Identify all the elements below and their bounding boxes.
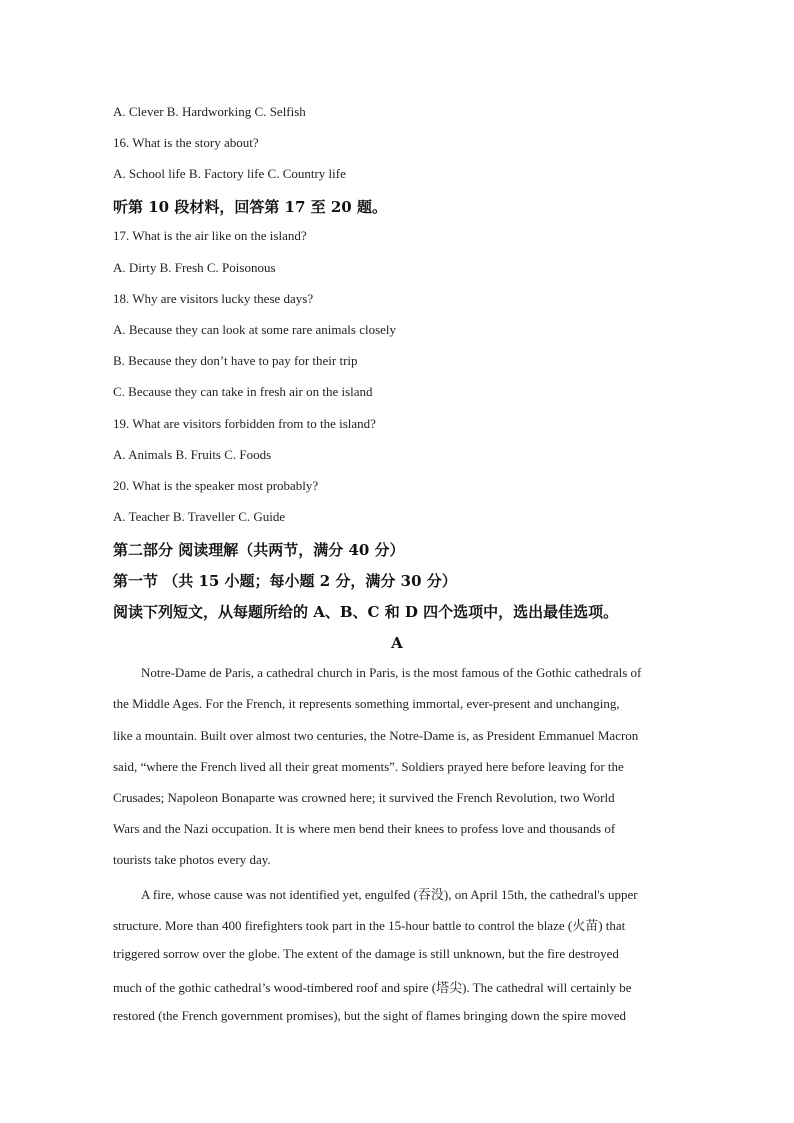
- passage-p1-line: Notre-Dame de Paris, a cathedral church in Paris, is the most famous of the Gothic cathedrals of: [141, 665, 642, 680]
- part-two-heading: 第二部分 阅读理解（共两节，满分 40 分）: [113, 541, 405, 559]
- section-10-heading: 听第 10 段材料，回答第 17 至 20 题。: [113, 198, 387, 216]
- passage-p2-line: restored (the French government promises), but the sight of flames bringing down the spire moved: [113, 1008, 627, 1023]
- passage-label: A: [391, 634, 403, 652]
- q17-options: A. Dirty B. Fresh C. Poisonous: [113, 260, 276, 275]
- question-17: 17. What is the air like on the island?: [113, 228, 307, 243]
- passage-p1-line: Crusades; Napoleon Bonaparte was crowned here; it survived the French Revolution, two World: [113, 790, 615, 805]
- passage-p1-line: said, “where the French lived all their great moments”. Soldiers prayed here before leaving for the: [113, 759, 624, 774]
- passage-p1-line: like a mountain. Built over almost two centuries, the Notre-Dame is, as President Emmanuel Macron: [113, 728, 639, 743]
- q20-options: A. Teacher B. Traveller C. Guide: [113, 509, 286, 524]
- passage-p1-line: the Middle Ages. For the French, it represents something immortal, ever-present and unchanging,: [113, 696, 620, 711]
- q15-options: A. Clever B. Hardworking C. Selfish: [113, 104, 306, 119]
- q19-options: A. Animals B. Fruits C. Foods: [113, 447, 272, 462]
- section-one-heading: 第一节 （共 15 小题；每小题 2 分，满分 30 分）: [113, 572, 457, 590]
- question-19: 19. What are visitors forbidden from to the island?: [113, 416, 376, 431]
- q18-option-b: B. Because they don’t have to pay for their trip: [113, 353, 358, 368]
- q16-options: A. School life B. Factory life C. Country life: [113, 166, 346, 181]
- question-20: 20. What is the speaker most probably?: [113, 478, 319, 493]
- q18-option-a: A. Because they can look at some rare animals closely: [113, 322, 397, 337]
- q18-option-c: C. Because they can take in fresh air on the island: [113, 384, 373, 399]
- passage-p2-line: structure. More than 400 firefighters took part in the 15-hour battle to control the blaze (火苗) that: [113, 918, 626, 933]
- question-18: 18. Why are visitors lucky these days?: [113, 291, 314, 306]
- passage-p2-line: triggered sorrow over the globe. The extent of the damage is still unknown, but the fire destroyed: [113, 946, 619, 961]
- passage-p2-line: much of the gothic cathedral’s wood-timbered roof and spire (塔尖). The cathedral will certainly be: [113, 980, 632, 995]
- instructions: 阅读下列短文，从每题所给的 A、B、C 和 D 四个选项中，选出最佳选项。: [113, 603, 619, 621]
- passage-p1-line: tourists take photos every day.: [113, 852, 271, 867]
- question-16: 16. What is the story about?: [113, 135, 259, 150]
- passage-p2-line: A fire, whose cause was not identified yet, engulfed (吞没), on April 15th, the cathedral's upper: [141, 887, 638, 902]
- passage-p1-line: Wars and the Nazi occupation. It is where men bend their knees to profess love and thousands of: [113, 821, 616, 836]
